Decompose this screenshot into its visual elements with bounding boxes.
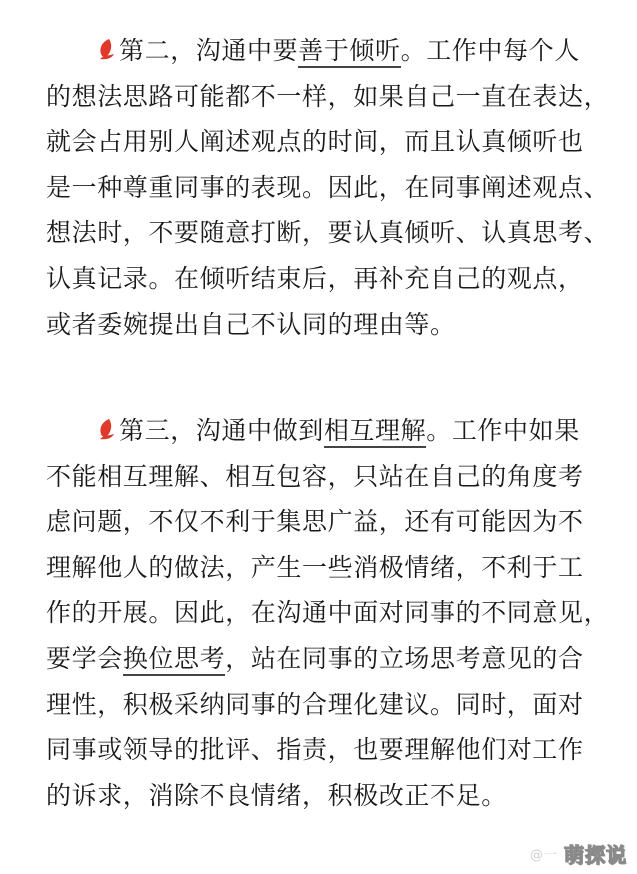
- paragraph-line: 理性，积极采纳同事的合理化建议。同时，面对: [46, 689, 584, 719]
- line-tail: ，站在同事的立场思考意见的合: [225, 643, 584, 673]
- paragraph-line: 作的开展。因此，在沟通中面对同事的不同意见，: [46, 598, 610, 628]
- paragraph-line: 同事或领导的批评、指责，也要理解他们对工作: [46, 735, 584, 765]
- paragraph-line: 虑问题，不仅不利于集思广益，还有可能因为不: [46, 507, 584, 537]
- section-1-lead-tail: 。工作中每个人: [400, 36, 580, 65]
- paragraph-line: 的想法思路可能都不一样，如果自己一直在表达，: [46, 81, 610, 111]
- watermark: [530, 839, 627, 868]
- paragraph-line: 或者委婉提出自己不认同的理由等。: [46, 309, 456, 339]
- paragraph-line: [46, 28, 616, 74]
- highlight-keyword: 相互理解: [324, 416, 426, 448]
- red-leaf-bullet-icon: [96, 37, 118, 61]
- line-lead: 要学会: [46, 643, 123, 673]
- section-2-lead: 第三，沟通中做到: [119, 416, 324, 445]
- highlight-keyword: 善于倾听: [298, 36, 400, 68]
- paragraph-line: 想法时，不要随意打断，要认真倾听、认真思考、: [46, 218, 610, 248]
- paragraph-line: 就会占用别人阐述观点的时间，而且认真倾听也: [46, 127, 584, 157]
- section-2-lead-tail: 。工作中如果: [426, 416, 580, 445]
- watermark-brand: 萌探说: [564, 843, 627, 867]
- paragraph-line: 是一种尊重同事的表现。因此，在同事阐述观点、: [46, 172, 610, 202]
- paragraph-line: 理解他人的做法，产生一些消极情绪，不利于工: [46, 552, 584, 582]
- paragraph-line: 不能相互理解、相互包容，只站在自己的角度考: [46, 461, 584, 491]
- paragraph-line: 认真记录。在倾听结束后，再补充自己的观点，: [46, 263, 584, 293]
- paragraph-line: [46, 636, 616, 682]
- section-1-lead: 第二，沟通中要: [119, 36, 299, 65]
- paragraph-line: 的诉求，消除不良情绪，积极改正不足。: [46, 780, 507, 810]
- section-understanding: [46, 408, 616, 818]
- highlight-keyword: 换位思考: [123, 644, 225, 676]
- section-listening: [46, 28, 616, 347]
- red-leaf-bullet-icon: [96, 417, 118, 441]
- paragraph-line: [46, 408, 616, 454]
- watermark-faint-text: @一: [529, 848, 558, 863]
